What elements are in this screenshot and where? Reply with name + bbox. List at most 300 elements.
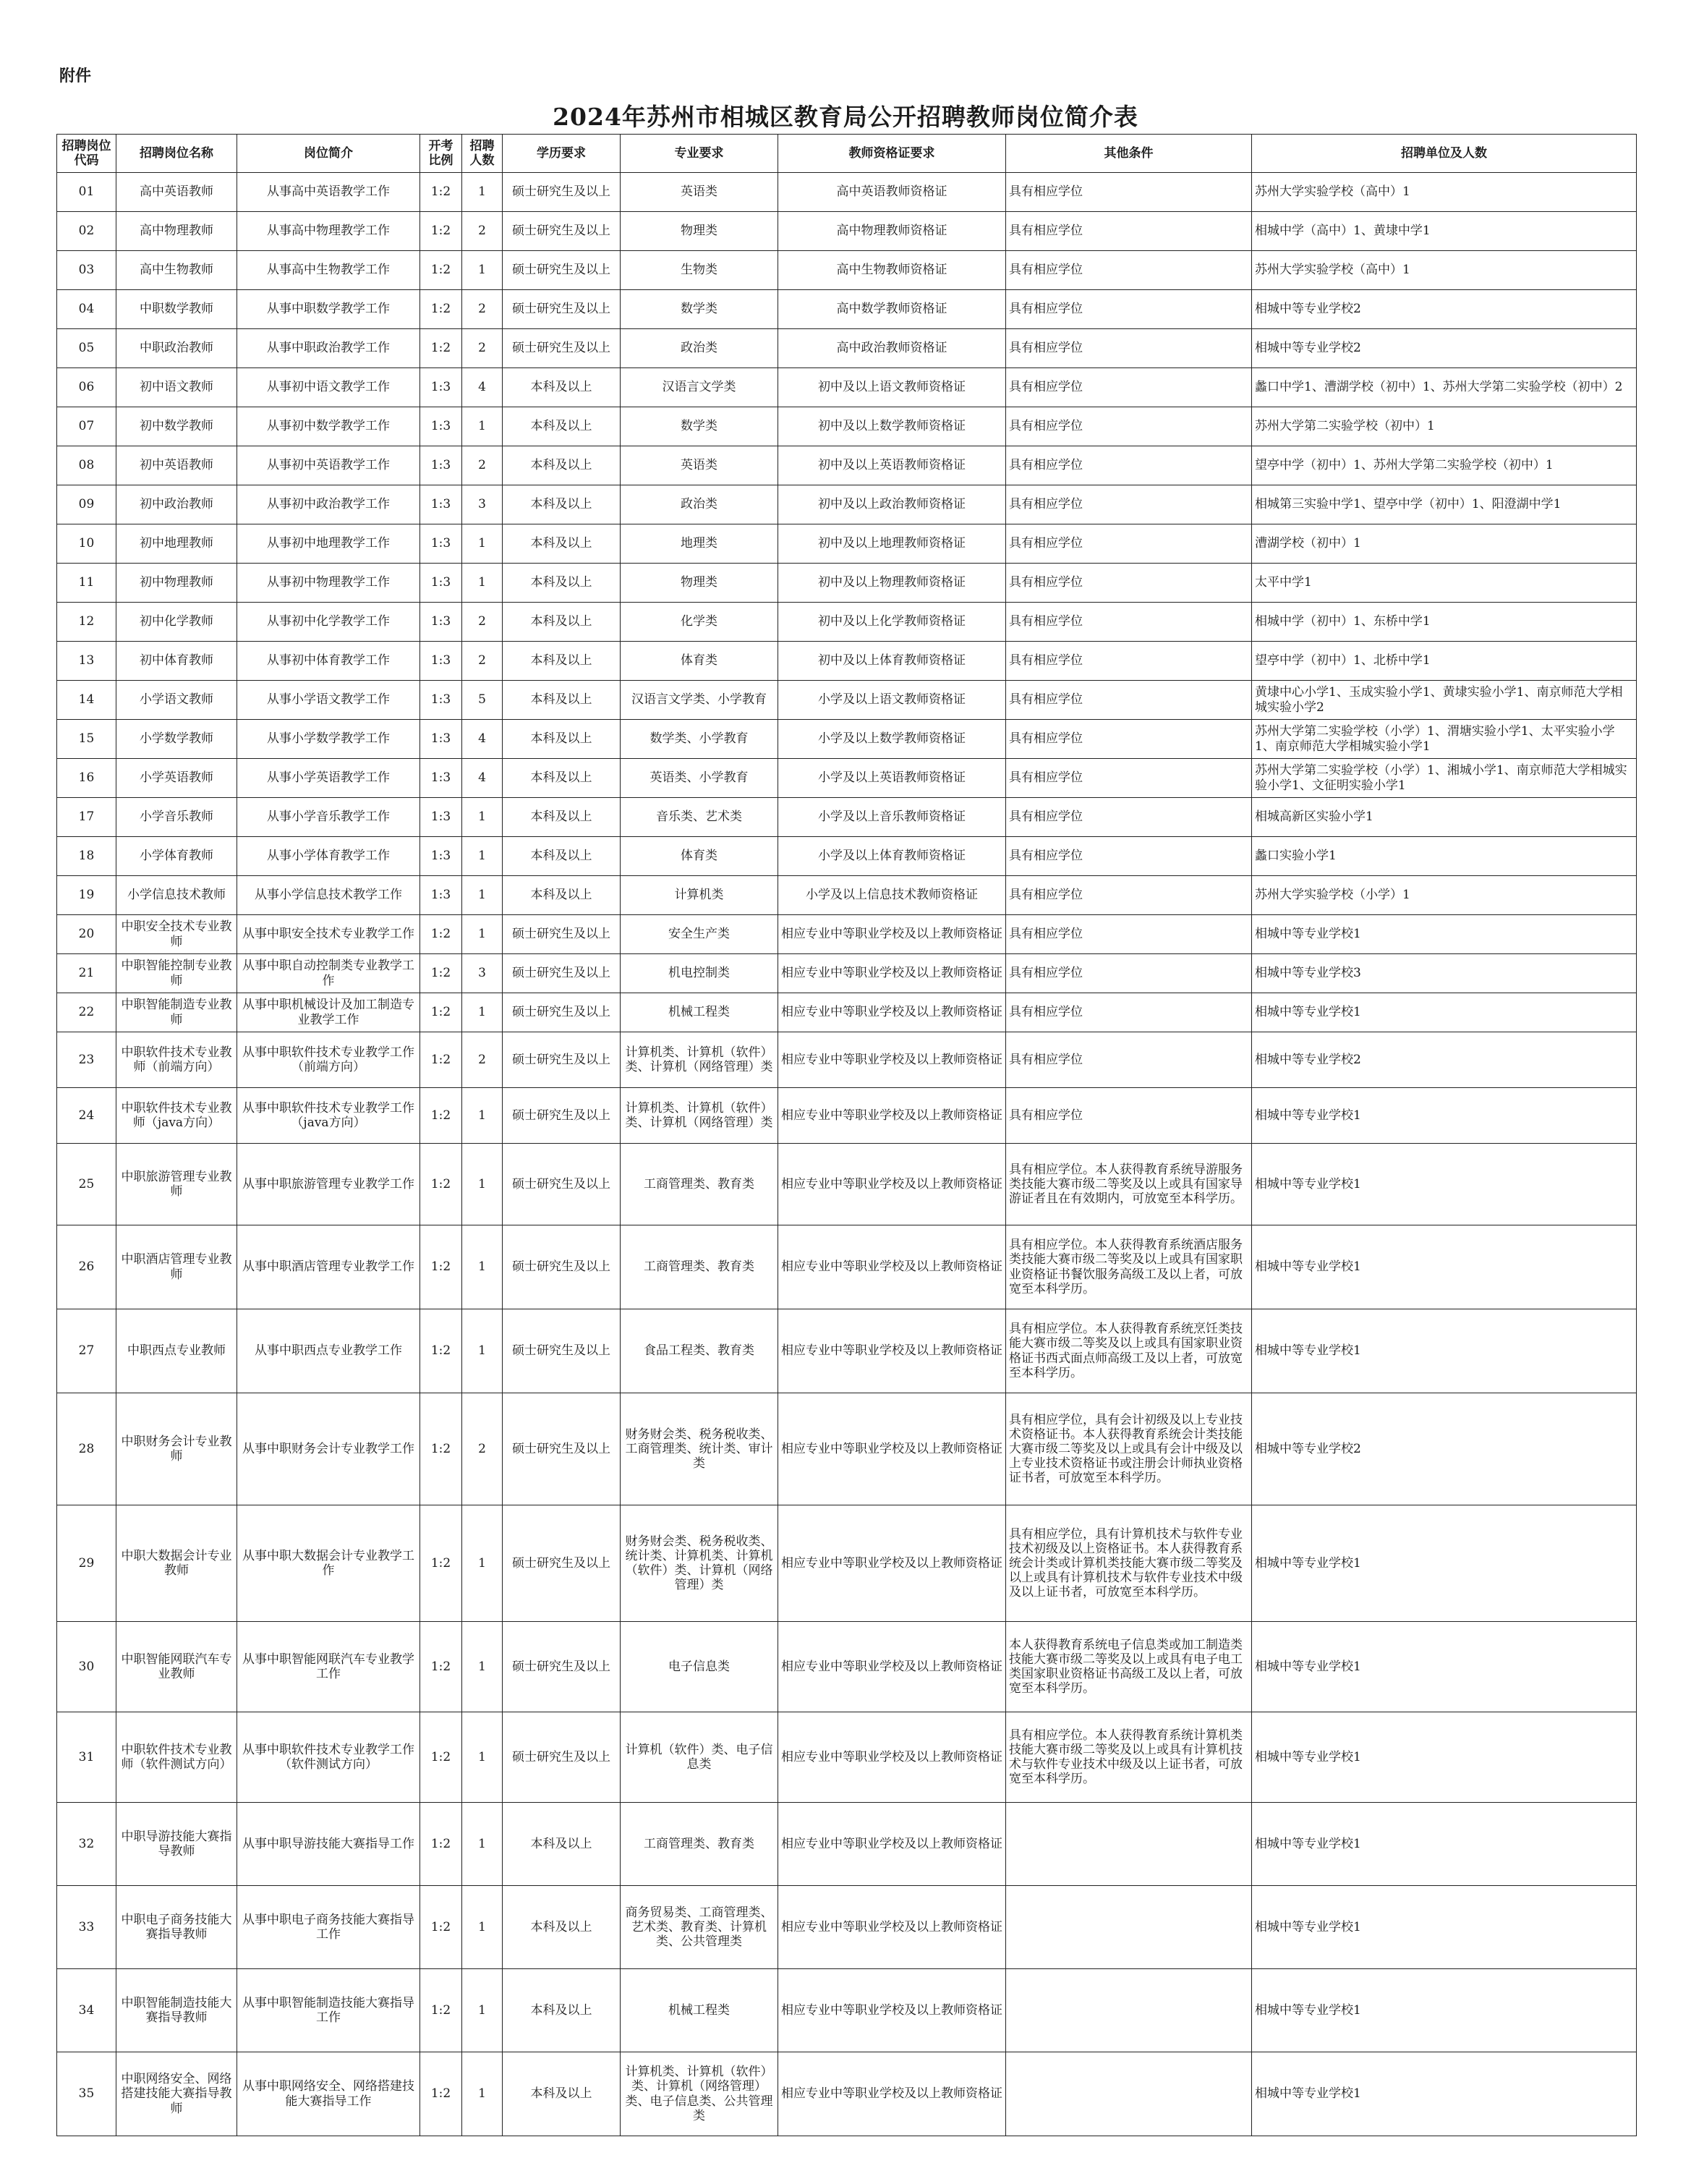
cell-count: 1 — [462, 407, 503, 446]
cell-major: 电子信息类 — [621, 1622, 778, 1712]
cell-intro: 从事中职数学教学工作 — [237, 290, 420, 329]
cell-code: 08 — [57, 446, 116, 485]
cell-name: 中职电子商务技能大赛指导教师 — [116, 1886, 237, 1969]
cell-major: 数学类、小学教育 — [621, 720, 778, 759]
cell-certificate: 小学及以上语文教师资格证 — [778, 681, 1006, 720]
cell-intro: 从事中职西点专业教学工作 — [237, 1309, 420, 1393]
cell-ratio: 1:2 — [420, 173, 462, 212]
cell-name: 初中语文教师 — [116, 368, 237, 407]
cell-certificate: 高中英语教师资格证 — [778, 173, 1006, 212]
cell-other-conditions: 具有相应学位 — [1006, 837, 1252, 876]
cell-other-conditions — [1006, 2052, 1252, 2136]
cell-major: 英语类 — [621, 446, 778, 485]
cell-education: 本科及以上 — [503, 759, 621, 798]
cell-name: 中职智能制造专业教师 — [116, 993, 237, 1032]
cell-other-conditions: 具有相应学位 — [1006, 485, 1252, 524]
cell-name: 中职网络安全、网络搭建技能大赛指导教师 — [116, 2052, 237, 2136]
cell-education: 硕士研究生及以上 — [503, 993, 621, 1032]
cell-count: 2 — [462, 1393, 503, 1505]
table-header — [57, 135, 1637, 173]
cell-other-conditions: 具有相应学位 — [1006, 798, 1252, 837]
cell-ratio: 1:2 — [420, 1032, 462, 1088]
cell-code: 32 — [57, 1803, 116, 1886]
cell-major: 化学类 — [621, 603, 778, 642]
cell-education: 本科及以上 — [503, 407, 621, 446]
cell-units: 望亭中学（初中）1、苏州大学第二实验学校（初中）1 — [1252, 446, 1637, 485]
cell-other-conditions: 具有相应学位 — [1006, 759, 1252, 798]
cell-intro: 从事中职软件技术专业教学工作（软件测试方向） — [237, 1712, 420, 1803]
table-row — [57, 524, 1637, 564]
table-row — [57, 564, 1637, 603]
cell-name: 小学信息技术教师 — [116, 876, 237, 915]
cell-count: 2 — [462, 603, 503, 642]
cell-education: 硕士研究生及以上 — [503, 1032, 621, 1088]
cell-name: 中职酒店管理专业教师 — [116, 1225, 237, 1309]
table-row — [57, 915, 1637, 954]
table-row — [57, 329, 1637, 368]
cell-major: 财务财会类、税务税收类、工商管理类、统计类、审计类 — [621, 1393, 778, 1505]
cell-major: 计算机类、计算机（软件）类、计算机（网络管理）类 — [621, 1088, 778, 1144]
cell-other-conditions: 具有相应学位。本人获得教育系统烹饪类技能大赛市级二等奖及以上或具有国家职业资格证书西式面点师高级工及以上者，可放宽至本科学历。 — [1006, 1309, 1252, 1393]
cell-certificate: 小学及以上信息技术教师资格证 — [778, 876, 1006, 915]
cell-intro: 从事小学英语教学工作 — [237, 759, 420, 798]
cell-name: 小学体育教师 — [116, 837, 237, 876]
cell-intro: 从事中职电子商务技能大赛指导工作 — [237, 1886, 420, 1969]
table-row — [57, 681, 1637, 720]
cell-other-conditions: 具有相应学位 — [1006, 915, 1252, 954]
cell-count: 3 — [462, 954, 503, 993]
cell-intro: 从事高中物理教学工作 — [237, 212, 420, 251]
cell-ratio: 1:2 — [420, 954, 462, 993]
cell-count: 1 — [462, 564, 503, 603]
cell-certificate: 相应专业中等职业学校及以上教师资格证 — [778, 1622, 1006, 1712]
cell-certificate: 相应专业中等职业学校及以上教师资格证 — [778, 1144, 1006, 1225]
cell-name: 中职智能制造技能大赛指导教师 — [116, 1969, 237, 2052]
cell-education: 硕士研究生及以上 — [503, 329, 621, 368]
cell-code: 34 — [57, 1969, 116, 2052]
table-row — [57, 642, 1637, 681]
cell-major: 体育类 — [621, 642, 778, 681]
cell-code: 31 — [57, 1712, 116, 1803]
cell-code: 18 — [57, 837, 116, 876]
cell-intro: 从事中职财务会计专业教学工作 — [237, 1393, 420, 1505]
cell-count: 1 — [462, 251, 503, 290]
cell-intro: 从事初中体育教学工作 — [237, 642, 420, 681]
cell-count: 2 — [462, 212, 503, 251]
cell-other-conditions: 具有相应学位，具有会计初级及以上专业技术资格证书。本人获得教育系统会计类技能大赛市级二等奖及以上或具有会计中级及以上专业技术资格证书或注册会计师执业资格证书者，可放宽至本科学历。 — [1006, 1393, 1252, 1505]
cell-count: 1 — [462, 1803, 503, 1886]
cell-count: 1 — [462, 1225, 503, 1309]
cell-other-conditions: 具有相应学位 — [1006, 603, 1252, 642]
cell-count: 1 — [462, 1886, 503, 1969]
table-row — [57, 407, 1637, 446]
cell-major: 数学类 — [621, 407, 778, 446]
cell-name: 初中地理教师 — [116, 524, 237, 564]
cell-education: 本科及以上 — [503, 524, 621, 564]
cell-ratio: 1:3 — [420, 524, 462, 564]
cell-count: 2 — [462, 446, 503, 485]
cell-count: 2 — [462, 329, 503, 368]
cell-code: 26 — [57, 1225, 116, 1309]
cell-other-conditions: 具有相应学位 — [1006, 290, 1252, 329]
cell-name: 中职软件技术专业教师（前端方向） — [116, 1032, 237, 1088]
cell-name: 初中数学教师 — [116, 407, 237, 446]
cell-major: 工商管理类、教育类 — [621, 1803, 778, 1886]
cell-major: 数学类 — [621, 290, 778, 329]
cell-education: 硕士研究生及以上 — [503, 251, 621, 290]
cell-name: 高中英语教师 — [116, 173, 237, 212]
page-title: 2024年苏州市相城区教育局公开招聘教师岗位简介表 — [553, 103, 1138, 131]
cell-major: 政治类 — [621, 485, 778, 524]
cell-code: 27 — [57, 1309, 116, 1393]
table-row — [57, 1969, 1637, 2052]
cell-ratio: 1:2 — [420, 290, 462, 329]
cell-education: 本科及以上 — [503, 368, 621, 407]
cell-other-conditions: 具有相应学位 — [1006, 212, 1252, 251]
cell-count: 1 — [462, 1088, 503, 1144]
header-name: 招聘岗位名称 — [116, 135, 237, 173]
table-row — [57, 446, 1637, 485]
cell-units: 相城中等专业学校3 — [1252, 954, 1637, 993]
cell-certificate: 相应专业中等职业学校及以上教师资格证 — [778, 1505, 1006, 1622]
cell-intro: 从事中职软件技术专业教学工作（java方向） — [237, 1088, 420, 1144]
table-row — [57, 876, 1637, 915]
cell-code: 02 — [57, 212, 116, 251]
cell-education: 本科及以上 — [503, 720, 621, 759]
table-row — [57, 837, 1637, 876]
table-row — [57, 1088, 1637, 1144]
cell-count: 1 — [462, 1622, 503, 1712]
cell-code: 12 — [57, 603, 116, 642]
table-row — [57, 1886, 1637, 1969]
cell-certificate: 小学及以上英语教师资格证 — [778, 759, 1006, 798]
cell-count: 5 — [462, 681, 503, 720]
cell-count: 1 — [462, 1144, 503, 1225]
header-major: 专业要求 — [621, 135, 778, 173]
cell-certificate: 初中及以上政治教师资格证 — [778, 485, 1006, 524]
table-row — [57, 1309, 1637, 1393]
cell-education: 硕士研究生及以上 — [503, 915, 621, 954]
cell-units: 蠡口中学1、漕湖学校（初中）1、苏州大学第二实验学校（初中）2 — [1252, 368, 1637, 407]
cell-education: 本科及以上 — [503, 681, 621, 720]
cell-education: 本科及以上 — [503, 564, 621, 603]
cell-code: 09 — [57, 485, 116, 524]
cell-count: 1 — [462, 876, 503, 915]
cell-major: 工商管理类、教育类 — [621, 1225, 778, 1309]
cell-units: 苏州大学实验学校（高中）1 — [1252, 251, 1637, 290]
cell-units: 相城中等专业学校1 — [1252, 1886, 1637, 1969]
cell-code: 25 — [57, 1144, 116, 1225]
cell-certificate: 高中物理教师资格证 — [778, 212, 1006, 251]
table-row — [57, 603, 1637, 642]
cell-units: 相城中等专业学校2 — [1252, 329, 1637, 368]
cell-certificate: 相应专业中等职业学校及以上教师资格证 — [778, 993, 1006, 1032]
table-row — [57, 1393, 1637, 1505]
cell-certificate: 小学及以上数学教师资格证 — [778, 720, 1006, 759]
cell-other-conditions: 具有相应学位 — [1006, 368, 1252, 407]
cell-certificate: 相应专业中等职业学校及以上教师资格证 — [778, 915, 1006, 954]
table-row — [57, 759, 1637, 798]
cell-units: 相城中等专业学校1 — [1252, 2052, 1637, 2136]
cell-ratio: 1:3 — [420, 837, 462, 876]
cell-intro: 从事中职导游技能大赛指导工作 — [237, 1803, 420, 1886]
cell-code: 29 — [57, 1505, 116, 1622]
cell-other-conditions: 本人获得教育系统电子信息类或加工制造类技能大赛市级二等奖及以上或具有电子电工类国家职业资格证书高级工及以上者，可放宽至本科学历。 — [1006, 1622, 1252, 1712]
cell-count: 1 — [462, 1969, 503, 2052]
cell-certificate: 相应专业中等职业学校及以上教师资格证 — [778, 954, 1006, 993]
cell-code: 24 — [57, 1088, 116, 1144]
cell-other-conditions: 具有相应学位，具有计算机技术与软件专业技术初级及以上资格证书。本人获得教育系统会计类或计算机类技能大赛市级二等奖及以上或具有计算机技术与软件专业技术中级及以上证书者，可放宽至本科学历。 — [1006, 1505, 1252, 1622]
cell-certificate: 相应专业中等职业学校及以上教师资格证 — [778, 1712, 1006, 1803]
cell-intro: 从事小学体育教学工作 — [237, 837, 420, 876]
cell-education: 硕士研究生及以上 — [503, 212, 621, 251]
cell-education: 本科及以上 — [503, 837, 621, 876]
cell-name: 中职导游技能大赛指导教师 — [116, 1803, 237, 1886]
cell-ratio: 1:2 — [420, 329, 462, 368]
cell-ratio: 1:2 — [420, 1225, 462, 1309]
cell-intro: 从事小学音乐教学工作 — [237, 798, 420, 837]
cell-name: 高中物理教师 — [116, 212, 237, 251]
cell-major: 商务贸易类、工商管理类、艺术类、教育类、计算机类、公共管理类 — [621, 1886, 778, 1969]
cell-intro: 从事高中英语教学工作 — [237, 173, 420, 212]
cell-name: 中职软件技术专业教师（java方向） — [116, 1088, 237, 1144]
cell-name: 中职西点专业教师 — [116, 1309, 237, 1393]
cell-intro: 从事小学语文教学工作 — [237, 681, 420, 720]
cell-intro: 从事初中化学教学工作 — [237, 603, 420, 642]
cell-major: 计算机（软件）类、电子信息类 — [621, 1712, 778, 1803]
cell-count: 1 — [462, 1712, 503, 1803]
cell-other-conditions: 具有相应学位 — [1006, 954, 1252, 993]
cell-certificate: 初中及以上数学教师资格证 — [778, 407, 1006, 446]
table-row — [57, 1505, 1637, 1622]
cell-name: 中职智能控制专业教师 — [116, 954, 237, 993]
cell-education: 硕士研究生及以上 — [503, 1712, 621, 1803]
cell-education: 硕士研究生及以上 — [503, 1393, 621, 1505]
cell-certificate: 相应专业中等职业学校及以上教师资格证 — [778, 1225, 1006, 1309]
cell-units: 苏州大学实验学校（高中）1 — [1252, 173, 1637, 212]
cell-units: 相城第三实验中学1、望亭中学（初中）1、阳澄湖中学1 — [1252, 485, 1637, 524]
table-body — [57, 173, 1637, 2136]
cell-units: 太平中学1 — [1252, 564, 1637, 603]
cell-count: 1 — [462, 915, 503, 954]
cell-other-conditions: 具有相应学位 — [1006, 446, 1252, 485]
cell-ratio: 1:2 — [420, 993, 462, 1032]
cell-ratio: 1:2 — [420, 1505, 462, 1622]
cell-major: 英语类 — [621, 173, 778, 212]
cell-certificate: 初中及以上英语教师资格证 — [778, 446, 1006, 485]
header-ratio: 开考比例 — [420, 135, 462, 173]
cell-units: 相城中等专业学校2 — [1252, 1032, 1637, 1088]
cell-name: 中职数学教师 — [116, 290, 237, 329]
table-row — [57, 173, 1637, 212]
cell-major: 政治类 — [621, 329, 778, 368]
cell-other-conditions: 具有相应学位 — [1006, 720, 1252, 759]
cell-education: 本科及以上 — [503, 642, 621, 681]
cell-education: 本科及以上 — [503, 798, 621, 837]
cell-code: 10 — [57, 524, 116, 564]
cell-education: 本科及以上 — [503, 2052, 621, 2136]
table-row — [57, 2052, 1637, 2136]
header-units: 招聘单位及人数 — [1252, 135, 1637, 173]
cell-units: 黄埭中心小学1、玉成实验小学1、黄埭实验小学1、南京师范大学相城实验小学2 — [1252, 681, 1637, 720]
cell-major: 物理类 — [621, 212, 778, 251]
cell-education: 硕士研究生及以上 — [503, 1144, 621, 1225]
cell-other-conditions: 具有相应学位 — [1006, 173, 1252, 212]
cell-name: 小学英语教师 — [116, 759, 237, 798]
table-row — [57, 954, 1637, 993]
cell-count: 1 — [462, 173, 503, 212]
cell-units: 相城中等专业学校2 — [1252, 1393, 1637, 1505]
cell-count: 1 — [462, 524, 503, 564]
cell-certificate: 相应专业中等职业学校及以上教师资格证 — [778, 1803, 1006, 1886]
cell-other-conditions — [1006, 1969, 1252, 2052]
header-education: 学历要求 — [503, 135, 621, 173]
cell-intro: 从事中职安全技术专业教学工作 — [237, 915, 420, 954]
cell-code: 04 — [57, 290, 116, 329]
cell-code: 17 — [57, 798, 116, 837]
cell-name: 中职旅游管理专业教师 — [116, 1144, 237, 1225]
cell-major: 生物类 — [621, 251, 778, 290]
cell-education: 硕士研究生及以上 — [503, 1225, 621, 1309]
cell-certificate: 相应专业中等职业学校及以上教师资格证 — [778, 1969, 1006, 2052]
attachment-label: 附件 — [59, 67, 92, 85]
cell-units: 相城中等专业学校1 — [1252, 1622, 1637, 1712]
cell-units: 相城中等专业学校1 — [1252, 1225, 1637, 1309]
cell-other-conditions: 具有相应学位 — [1006, 876, 1252, 915]
cell-intro: 从事初中物理教学工作 — [237, 564, 420, 603]
cell-code: 35 — [57, 2052, 116, 2136]
cell-units: 相城中学（初中）1、东桥中学1 — [1252, 603, 1637, 642]
cell-ratio: 1:2 — [420, 1969, 462, 2052]
cell-name: 初中政治教师 — [116, 485, 237, 524]
cell-ratio: 1:3 — [420, 564, 462, 603]
cell-major: 地理类 — [621, 524, 778, 564]
cell-name: 小学音乐教师 — [116, 798, 237, 837]
cell-other-conditions: 具有相应学位。本人获得教育系统计算机类技能大赛市级二等奖及以上或具有计算机技术与软件专业技术中级及以上证书者，可放宽至本科学历。 — [1006, 1712, 1252, 1803]
cell-intro: 从事中职智能制造技能大赛指导工作 — [237, 1969, 420, 2052]
cell-ratio: 1:2 — [420, 1622, 462, 1712]
cell-name: 中职安全技术专业教师 — [116, 915, 237, 954]
cell-units: 相城中等专业学校1 — [1252, 1969, 1637, 2052]
cell-code: 21 — [57, 954, 116, 993]
cell-units: 相城中学（高中）1、黄埭中学1 — [1252, 212, 1637, 251]
cell-intro: 从事中职政治教学工作 — [237, 329, 420, 368]
cell-ratio: 1:3 — [420, 603, 462, 642]
cell-major: 机械工程类 — [621, 993, 778, 1032]
cell-other-conditions — [1006, 1803, 1252, 1886]
cell-certificate: 相应专业中等职业学校及以上教师资格证 — [778, 1088, 1006, 1144]
cell-name: 高中生物教师 — [116, 251, 237, 290]
table-row — [57, 993, 1637, 1032]
cell-other-conditions: 具有相应学位 — [1006, 681, 1252, 720]
table-row — [57, 251, 1637, 290]
cell-other-conditions: 具有相应学位 — [1006, 1032, 1252, 1088]
cell-code: 01 — [57, 173, 116, 212]
cell-count: 4 — [462, 720, 503, 759]
table-row — [57, 1144, 1637, 1225]
cell-code: 30 — [57, 1622, 116, 1712]
cell-education: 本科及以上 — [503, 876, 621, 915]
cell-certificate: 初中及以上语文教师资格证 — [778, 368, 1006, 407]
cell-ratio: 1:3 — [420, 407, 462, 446]
cell-units: 苏州大学第二实验学校（小学）1、湘城小学1、南京师范大学相城实验小学1、文征明实验小学1 — [1252, 759, 1637, 798]
cell-certificate: 初中及以上化学教师资格证 — [778, 603, 1006, 642]
cell-ratio: 1:3 — [420, 759, 462, 798]
cell-name: 中职软件技术专业教师（软件测试方向） — [116, 1712, 237, 1803]
cell-code: 19 — [57, 876, 116, 915]
table-row — [57, 485, 1637, 524]
cell-units: 相城中等专业学校1 — [1252, 993, 1637, 1032]
cell-name: 中职大数据会计专业教师 — [116, 1505, 237, 1622]
cell-name: 小学数学教师 — [116, 720, 237, 759]
cell-other-conditions: 具有相应学位 — [1006, 1088, 1252, 1144]
table-row — [57, 798, 1637, 837]
cell-education: 硕士研究生及以上 — [503, 954, 621, 993]
cell-major: 体育类 — [621, 837, 778, 876]
cell-education: 本科及以上 — [503, 485, 621, 524]
cell-other-conditions: 具有相应学位。本人获得教育系统酒店服务类技能大赛市级二等奖及以上或具有国家职业资格证书餐饮服务高级工及以上者，可放宽至本科学历。 — [1006, 1225, 1252, 1309]
cell-education: 硕士研究生及以上 — [503, 1088, 621, 1144]
cell-units: 苏州大学实验学校（小学）1 — [1252, 876, 1637, 915]
cell-ratio: 1:3 — [420, 368, 462, 407]
cell-count: 1 — [462, 837, 503, 876]
cell-count: 2 — [462, 642, 503, 681]
cell-certificate: 相应专业中等职业学校及以上教师资格证 — [778, 1309, 1006, 1393]
cell-certificate: 高中生物教师资格证 — [778, 251, 1006, 290]
cell-intro: 从事中职自动控制类专业教学工作 — [237, 954, 420, 993]
cell-code: 05 — [57, 329, 116, 368]
cell-units: 相城高新区实验小学1 — [1252, 798, 1637, 837]
cell-intro: 从事初中数学教学工作 — [237, 407, 420, 446]
cell-certificate: 初中及以上地理教师资格证 — [778, 524, 1006, 564]
cell-ratio: 1:2 — [420, 1309, 462, 1393]
cell-units: 苏州大学第二实验学校（初中）1 — [1252, 407, 1637, 446]
cell-major: 机械工程类 — [621, 1969, 778, 2052]
cell-major: 物理类 — [621, 564, 778, 603]
header-count: 招聘人数 — [462, 135, 503, 173]
cell-name: 初中体育教师 — [116, 642, 237, 681]
cell-units: 相城中等专业学校1 — [1252, 915, 1637, 954]
cell-code: 07 — [57, 407, 116, 446]
cell-units: 相城中等专业学校1 — [1252, 1712, 1637, 1803]
cell-certificate: 初中及以上体育教师资格证 — [778, 642, 1006, 681]
cell-major: 英语类、小学教育 — [621, 759, 778, 798]
cell-units: 相城中等专业学校1 — [1252, 1144, 1637, 1225]
cell-ratio: 1:2 — [420, 1886, 462, 1969]
cell-name: 中职政治教师 — [116, 329, 237, 368]
cell-code: 06 — [57, 368, 116, 407]
cell-name: 中职智能网联汽车专业教师 — [116, 1622, 237, 1712]
cell-count: 2 — [462, 290, 503, 329]
cell-intro: 从事中职智能网联汽车专业教学工作 — [237, 1622, 420, 1712]
cell-ratio: 1:2 — [420, 1088, 462, 1144]
header-other-conditions: 其他条件 — [1006, 135, 1252, 173]
cell-units: 苏州大学第二实验学校（小学）1、渭塘实验小学1、太平实验小学1、南京师范大学相城实验小学1 — [1252, 720, 1637, 759]
cell-certificate: 高中数学教师资格证 — [778, 290, 1006, 329]
cell-ratio: 1:3 — [420, 642, 462, 681]
cell-code: 16 — [57, 759, 116, 798]
cell-code: 22 — [57, 993, 116, 1032]
cell-units: 相城中等专业学校2 — [1252, 290, 1637, 329]
cell-name: 中职财务会计专业教师 — [116, 1393, 237, 1505]
table-row — [57, 290, 1637, 329]
table-row — [57, 1712, 1637, 1803]
cell-count: 1 — [462, 1309, 503, 1393]
cell-major: 安全生产类 — [621, 915, 778, 954]
cell-intro: 从事小学信息技术教学工作 — [237, 876, 420, 915]
cell-name: 初中英语教师 — [116, 446, 237, 485]
cell-ratio: 1:3 — [420, 798, 462, 837]
